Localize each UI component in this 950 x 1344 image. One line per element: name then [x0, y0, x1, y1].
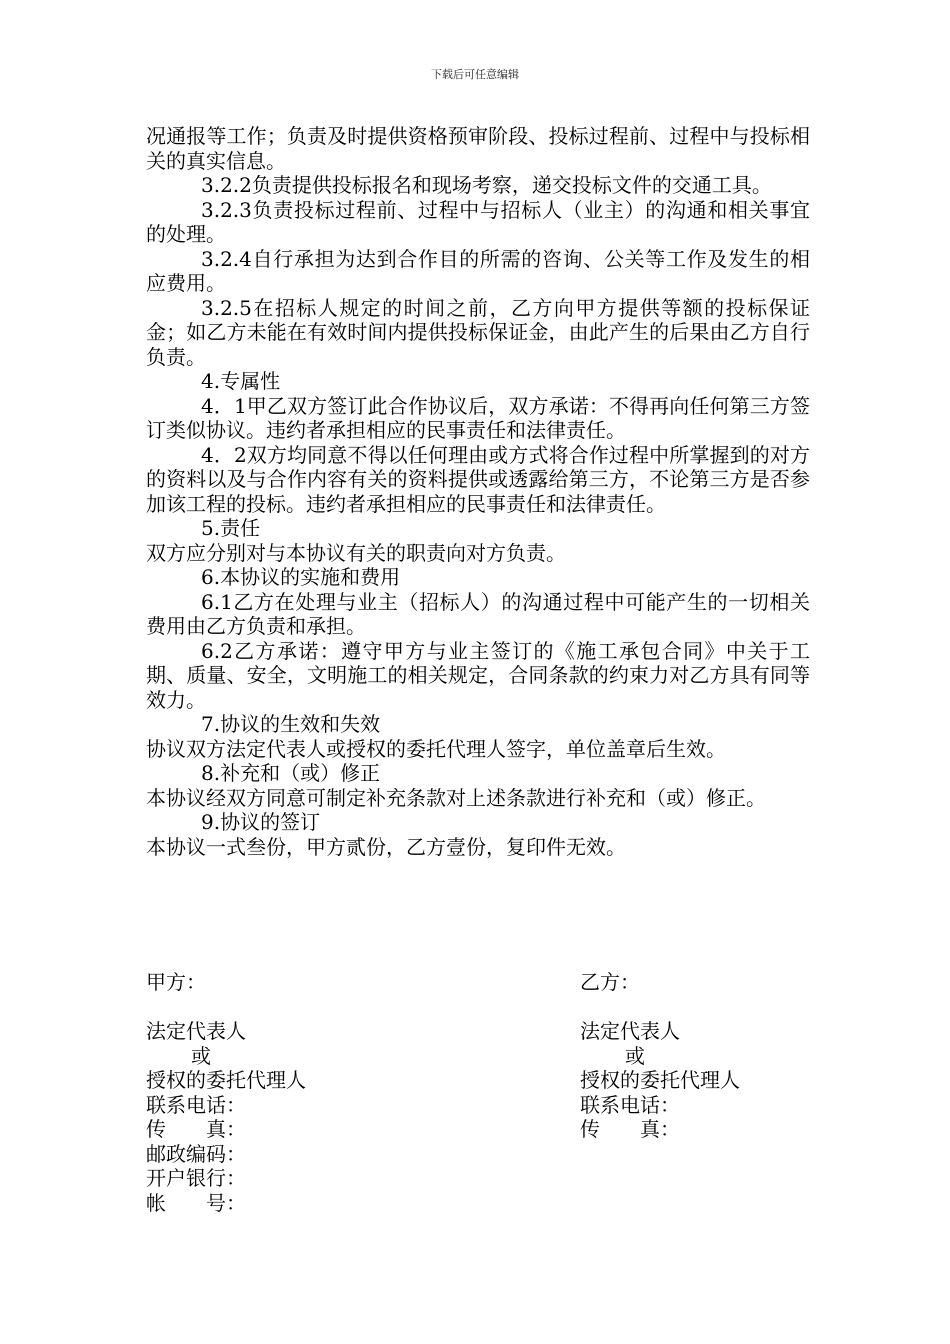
section-7-heading: 7.协议的生效和失效	[201, 712, 381, 736]
clause-4-2: 4．2双方均同意不得以任何理由或方式将合作过程中所掌握到的对方的资料以及与合作内容有关的资料提供或透露给第三方，不论第三方是否参加该工程的投标。违约者承担相应的民事责任和法律责任。	[146, 442, 810, 516]
party-b-title: 乙方：	[580, 970, 640, 994]
party-a-bank: 开户银行：	[146, 1166, 246, 1190]
clause-4-1: 4．1甲乙双方签订此合作协议后，双方承诺：不得再向任何第三方签订类似协议。违约者承担相应的民事责任和法律责任。	[146, 393, 810, 442]
party-a-or: 或	[191, 1043, 211, 1068]
clause-3-2-4: 3.2.4自行承担为达到合作目的所需的咨询、公关等工作及发生的相应费用。	[146, 246, 810, 295]
party-a-phone: 联系电话：	[146, 1092, 246, 1117]
signature-block	[146, 970, 846, 1230]
party-b-column	[580, 970, 880, 1142]
clause-3-2-5: 3.2.5在招标人规定的时间之前，乙方向甲方提供等额的投标保证金；如乙方未能在有效时间内提供投标保证金，由此产生的后果由乙方自行负责。	[146, 295, 810, 369]
party-b-agent: 授权的委托代理人	[580, 1068, 740, 1092]
paragraph-1: 况通报等工作；负责及时提供资格预审阶段、投标过程前、过程中与投标相关的真实信息。	[146, 124, 810, 173]
party-a-agent: 授权的委托代理人	[146, 1068, 306, 1092]
party-b-fax: 传 真：	[580, 1117, 680, 1141]
section-7-text: 协议双方法定代表人或授权的委托代理人签字，单位盖章后生效。	[146, 736, 726, 761]
party-b-legal-rep: 法定代表人	[580, 1019, 680, 1043]
section-9-text: 本协议一式叁份，甲方贰份，乙方壹份，复印件无效。	[146, 834, 626, 859]
section-5-heading: 5.责任	[201, 516, 261, 540]
section-8-heading: 8.补充和（或）修正	[201, 761, 381, 785]
clause-6-1: 6.1乙方在处理与业主（招标人）的沟通过程中可能产生的一切相关费用由乙方负责和承担。	[146, 589, 810, 638]
section-5-text: 双方应分别对与本协议有关的职责向对方负责。	[146, 540, 566, 565]
party-a-title: 甲方：	[146, 970, 206, 994]
party-a-column	[146, 970, 446, 1215]
section-4-heading: 4.专属性	[201, 369, 281, 393]
clause-3-2-2: 3.2.2负责提供投标报名和现场考察，递交投标文件的交通工具。	[201, 173, 772, 197]
party-a-fax: 传 真：	[146, 1117, 246, 1141]
section-8-text: 本协议经双方同意可制定补充条款对上述条款进行补充和（或）修正。	[146, 785, 766, 810]
party-a-legal-rep: 法定代表人	[146, 1019, 246, 1043]
party-a-postcode: 邮政编码：	[146, 1141, 246, 1166]
document-body	[146, 124, 810, 859]
section-6-heading: 6.本协议的实施和费用	[201, 565, 401, 589]
clause-6-2: 6.2乙方承诺：遵守甲方与业主签订的《施工承包合同》中关于工期、质量、安全，文明施工的相关规定，合同条款的约束力对乙方具有同等效力。	[146, 638, 810, 712]
party-b-or: 或	[625, 1043, 645, 1068]
section-9-heading: 9.协议的签订	[201, 810, 321, 834]
party-a-account: 帐 号：	[146, 1190, 246, 1215]
clause-3-2-3: 3.2.3负责投标过程前、过程中与招标人（业主）的沟通和相关事宜的处理。	[146, 197, 810, 246]
page-header: 下载后可任意编辑	[431, 68, 519, 81]
party-b-phone: 联系电话：	[580, 1092, 680, 1117]
